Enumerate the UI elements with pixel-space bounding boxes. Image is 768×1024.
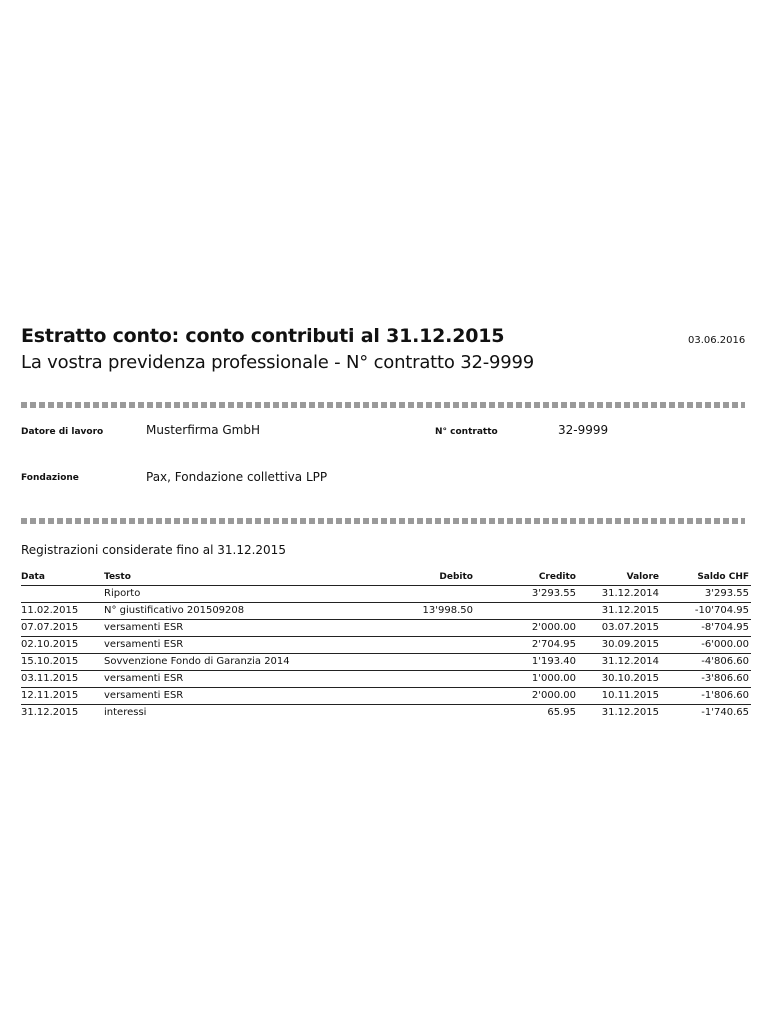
cell-debit: [341, 619, 475, 636]
cell-text: Riporto: [104, 585, 341, 602]
ledger-row: [21, 704, 751, 721]
cell-value: 31.12.2014: [578, 585, 661, 602]
employer-label: Datore di lavoro: [21, 427, 104, 437]
cell-debit: [341, 636, 475, 653]
ledger-row: [21, 687, 751, 704]
cell-credit: 3'293.55: [475, 585, 578, 602]
ledger-header-row: [21, 571, 751, 585]
document-subtitle: La vostra previdenza professionale - N° contratto 32-9999: [21, 352, 535, 373]
cell-date: 12.11.2015: [21, 687, 104, 704]
document-date: 03.06.2016: [688, 335, 746, 346]
cell-value: 31.12.2015: [578, 602, 661, 619]
cell-balance: -8'704.95: [661, 619, 751, 636]
ledger-row: [21, 602, 751, 619]
cell-date: 03.11.2015: [21, 670, 104, 687]
document-title: Estratto conto: conto contributi al 31.12.2015: [21, 325, 505, 347]
cell-date: 02.10.2015: [21, 636, 104, 653]
cell-value: 30.10.2015: [578, 670, 661, 687]
dotted-divider-bottom: [21, 518, 745, 524]
cell-credit: 2'000.00: [475, 687, 578, 704]
cell-debit: [341, 585, 475, 602]
cell-value: 03.07.2015: [578, 619, 661, 636]
column-header-text: Testo: [104, 571, 341, 585]
cell-text: Sovvenzione Fondo di Garanzia 2014: [104, 653, 341, 670]
cell-debit: 13'998.50: [341, 602, 475, 619]
column-header-date: Data: [21, 571, 104, 585]
cell-balance: 3'293.55: [661, 585, 751, 602]
cell-text: versamenti ESR: [104, 687, 341, 704]
ledger-row: [21, 653, 751, 670]
cell-credit: 1'000.00: [475, 670, 578, 687]
column-header-debit: Debito: [341, 571, 475, 585]
cell-text: versamenti ESR: [104, 636, 341, 653]
contract-value: 32-9999: [558, 423, 609, 437]
cell-balance: -1'806.60: [661, 687, 751, 704]
cell-balance: -4'806.60: [661, 653, 751, 670]
cell-balance: -1'740.65: [701, 706, 749, 718]
cell-date: 07.07.2015: [21, 619, 104, 636]
cell-credit: [475, 602, 578, 619]
ledger-table: [21, 571, 751, 721]
cell-debit: [341, 653, 475, 670]
cell-value: 31.12.2014: [578, 653, 661, 670]
employer-value: Musterfirma GmbH: [146, 423, 260, 437]
cell-balance: -3'806.60: [661, 670, 751, 687]
cell-date: [21, 585, 104, 602]
column-header-value: Valore: [578, 571, 661, 585]
cell-credit: 1'193.40: [475, 653, 578, 670]
cell-text: interessi: [104, 706, 147, 718]
foundation-label: Fondazione: [21, 473, 79, 483]
ledger-row: [21, 585, 751, 602]
cell-debit: [341, 687, 475, 704]
cell-text: N° giustificativo 201509208: [104, 602, 341, 619]
cell-text: versamenti ESR: [104, 619, 341, 636]
cell-text: versamenti ESR: [104, 670, 341, 687]
dotted-divider-top: [21, 402, 745, 408]
column-header-balance: Saldo CHF: [661, 571, 751, 585]
ledger-row: [21, 619, 751, 636]
cell-balance: -10'704.95: [661, 602, 751, 619]
cell-value: 30.09.2015: [578, 636, 661, 653]
foundation-value: Pax, Fondazione collettiva LPP: [146, 470, 328, 484]
cell-debit: [341, 704, 475, 721]
cell-balance: -6'000.00: [661, 636, 751, 653]
ledger-row: [21, 670, 751, 687]
cell-value: 10.11.2015: [578, 687, 661, 704]
cell-date: 11.02.2015: [21, 602, 104, 619]
ledger-section-title: Registrazioni considerate fino al 31.12.2015: [21, 543, 286, 557]
contract-label: N° contratto: [435, 427, 498, 437]
column-header-credit: Credito: [475, 571, 578, 585]
cell-debit: [341, 670, 475, 687]
cell-credit: 2'704.95: [475, 636, 578, 653]
cell-credit: 65.95: [547, 706, 576, 718]
cell-credit: 2'000.00: [475, 619, 578, 636]
cell-value: 31.12.2015: [601, 706, 659, 718]
cell-date: 31.12.2015: [21, 706, 79, 718]
cell-date: 15.10.2015: [21, 653, 104, 670]
ledger-row: [21, 636, 751, 653]
